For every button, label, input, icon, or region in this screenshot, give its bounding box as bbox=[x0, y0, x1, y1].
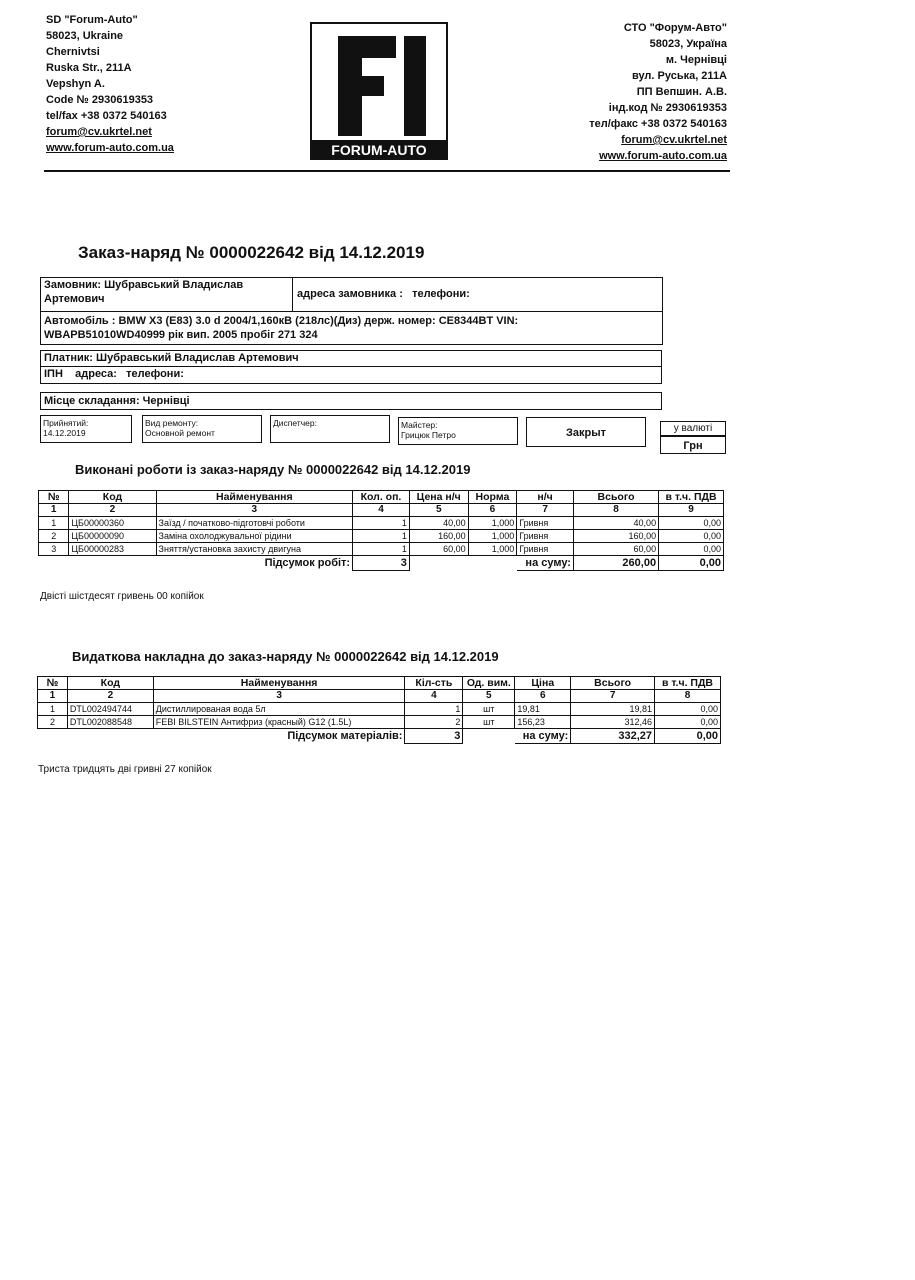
table-row bbox=[38, 716, 721, 729]
cell: Заїзд / початково-підготовчі роботи bbox=[156, 517, 353, 530]
table-row bbox=[38, 703, 721, 716]
accepted-date: 14.12.2019 bbox=[43, 428, 86, 438]
website-link: www.forum-auto.com.ua bbox=[46, 142, 174, 154]
col-number: 7 bbox=[517, 504, 574, 517]
col-number: 4 bbox=[353, 504, 410, 517]
payer-name: Шубравський Владислав Артемович bbox=[96, 352, 299, 364]
cell: 160,00 bbox=[409, 530, 468, 543]
address-line: Ruska Str., 211A bbox=[46, 62, 132, 74]
works-title: Виконані роботи із заказ-наряду № 0000022642 від 14.12.2019 bbox=[75, 462, 471, 477]
works-sum-value: 260,00 bbox=[573, 556, 658, 571]
accepted-box bbox=[40, 415, 132, 443]
cell: Гривня bbox=[517, 543, 574, 556]
place-label: Місце складання: bbox=[44, 395, 140, 407]
cell: ЦБ00000360 bbox=[69, 517, 156, 530]
col-header: Всього bbox=[571, 677, 655, 690]
col-number: 8 bbox=[573, 504, 658, 517]
sender-address-ua bbox=[589, 20, 727, 164]
col-number: 6 bbox=[515, 690, 571, 703]
address-line: інд.код № 2930619353 bbox=[608, 102, 727, 114]
cell: FEBI BILSTEIN Антифриз (красный) G12 (1.5L) bbox=[153, 716, 405, 729]
cell: 0,00 bbox=[659, 530, 724, 543]
payer-address-label: адреса: bbox=[75, 368, 117, 380]
col-number: 5 bbox=[409, 504, 468, 517]
cell: 2 bbox=[38, 716, 68, 729]
cell: 1 bbox=[38, 703, 68, 716]
currency-label: у валюті bbox=[660, 421, 726, 436]
col-number: 2 bbox=[67, 690, 153, 703]
header-divider bbox=[44, 170, 730, 172]
payer-label: Платник: bbox=[44, 352, 93, 364]
cell: 0,00 bbox=[659, 517, 724, 530]
cell: 1 bbox=[353, 543, 410, 556]
customer-box bbox=[40, 277, 663, 312]
cell: 40,00 bbox=[409, 517, 468, 530]
address-line: Vepshyn A. bbox=[46, 78, 105, 90]
address-line: тел/факс +38 0372 540163 bbox=[589, 118, 727, 130]
logo-label: FORUM-AUTO bbox=[310, 140, 448, 160]
cell: ЦБ00000090 bbox=[69, 530, 156, 543]
cell: шт bbox=[463, 703, 515, 716]
vehicle-box bbox=[40, 311, 663, 345]
address-line: 58023, Ukraine bbox=[46, 30, 124, 42]
col-header: н/ч bbox=[517, 491, 574, 504]
master-name: Грицюк Петро bbox=[401, 430, 456, 440]
cell: 2 bbox=[405, 716, 463, 729]
cell: Зняття/установка захисту двигуна bbox=[156, 543, 353, 556]
website-link: www.forum-auto.com.ua bbox=[599, 150, 727, 162]
cell: шт bbox=[463, 716, 515, 729]
col-number: 7 bbox=[571, 690, 655, 703]
address-line: 58023, Україна bbox=[649, 38, 727, 50]
cell: 1,000 bbox=[468, 517, 517, 530]
dispatcher-label: Диспетчер: bbox=[273, 418, 317, 428]
accepted-label: Прийнятий: bbox=[43, 418, 89, 428]
materials-sum-label: на суму: bbox=[515, 729, 571, 744]
customer-phones-label: телефони: bbox=[412, 288, 470, 300]
cell: 1,000 bbox=[468, 530, 517, 543]
works-total-count: 3 bbox=[353, 556, 410, 571]
cell: Заміна охолоджувальної рідини bbox=[156, 530, 353, 543]
page-title: Заказ-наряд № 0000022642 від 14.12.2019 bbox=[78, 243, 425, 262]
works-total-label: Підсумок робіт: bbox=[264, 557, 351, 570]
col-number: 3 bbox=[156, 504, 353, 517]
col-header: Найменування bbox=[156, 491, 353, 504]
cell: 2 bbox=[39, 530, 69, 543]
cell: Дистиллированая вода 5л bbox=[153, 703, 405, 716]
materials-title: Видаткова накладна до заказ-наряду № 0000022642 від 14.12.2019 bbox=[72, 649, 499, 664]
cell: 1 bbox=[39, 517, 69, 530]
col-number: 1 bbox=[38, 690, 68, 703]
works-table bbox=[38, 490, 724, 571]
place-value: Чернівці bbox=[142, 395, 190, 407]
col-header: Кол. оп. bbox=[353, 491, 410, 504]
cell: 0,00 bbox=[659, 543, 724, 556]
works-header-row bbox=[39, 491, 724, 504]
col-header: Од. вим. bbox=[463, 677, 515, 690]
materials-sum-value: 332,27 bbox=[571, 729, 655, 744]
customer-name: Шубравський Владислав Артемович bbox=[44, 279, 244, 305]
materials-table bbox=[37, 676, 721, 744]
cell: 60,00 bbox=[409, 543, 468, 556]
materials-total-label: Підсумок матеріалів: bbox=[287, 730, 403, 743]
works-sum-label: на суму: bbox=[517, 556, 574, 571]
cell: 40,00 bbox=[573, 517, 658, 530]
cell: 1 bbox=[353, 530, 410, 543]
materials-total-count: 3 bbox=[405, 729, 463, 744]
email-link: forum@cv.ukrtel.net bbox=[621, 134, 727, 146]
materials-total-row bbox=[38, 729, 721, 744]
address-line: ПП Вепшин. А.В. bbox=[636, 86, 727, 98]
cell: DTL002088548 bbox=[67, 716, 153, 729]
email-link: forum@cv.ukrtel.net bbox=[46, 126, 152, 138]
payer-box bbox=[40, 350, 662, 367]
sender-address-en bbox=[46, 12, 174, 156]
fi-logo-icon bbox=[312, 24, 446, 142]
cell: Гривня bbox=[517, 517, 574, 530]
master-box bbox=[398, 417, 518, 445]
col-header: Код bbox=[67, 677, 153, 690]
repair-type-label: Вид ремонту: bbox=[145, 418, 199, 428]
materials-colnum-row bbox=[38, 690, 721, 703]
cell: 3 bbox=[39, 543, 69, 556]
cell: 312,46 bbox=[571, 716, 655, 729]
cell: 0,00 bbox=[655, 703, 721, 716]
table-row bbox=[39, 517, 724, 530]
cell: 19,81 bbox=[571, 703, 655, 716]
repair-type-box bbox=[142, 415, 262, 443]
col-header: Код bbox=[69, 491, 156, 504]
ipn-box bbox=[40, 366, 662, 384]
col-header: Всього bbox=[573, 491, 658, 504]
customer-name-cell bbox=[41, 277, 293, 312]
address-line: Code № 2930619353 bbox=[46, 94, 154, 106]
col-header: Ціна bbox=[515, 677, 571, 690]
address-line: SD "Forum-Auto" bbox=[46, 14, 138, 26]
customer-label: Замовник: bbox=[44, 279, 102, 291]
cell: 1 bbox=[353, 517, 410, 530]
materials-header-row bbox=[38, 677, 721, 690]
cell: ЦБ00000283 bbox=[69, 543, 156, 556]
col-header: в т.ч. ПДВ bbox=[655, 677, 721, 690]
col-number: 1 bbox=[39, 504, 69, 517]
col-header: Цена н/ч bbox=[409, 491, 468, 504]
col-header: № bbox=[38, 677, 68, 690]
cell: DTL002494744 bbox=[67, 703, 153, 716]
col-header: Кіл-сть bbox=[405, 677, 463, 690]
table-row bbox=[39, 543, 724, 556]
ipn-label: ІПН bbox=[44, 368, 63, 380]
cell: 19,81 bbox=[515, 703, 571, 716]
col-number: 2 bbox=[69, 504, 156, 517]
col-header: Найменування bbox=[153, 677, 405, 690]
master-label: Майстер: bbox=[401, 420, 438, 430]
works-total-row bbox=[39, 556, 724, 571]
col-header: в т.ч. ПДВ bbox=[659, 491, 724, 504]
address-line: СТО "Форум-Авто" bbox=[623, 22, 727, 34]
col-header: № bbox=[39, 491, 69, 504]
payer-phones-label: телефони: bbox=[126, 368, 184, 380]
cell: 1,000 bbox=[468, 543, 517, 556]
col-number: 8 bbox=[655, 690, 721, 703]
place-box bbox=[40, 392, 662, 410]
currency-value: Грн bbox=[660, 436, 726, 454]
repair-type-value: Основной ремонт bbox=[145, 428, 215, 438]
materials-sum-in-words: Триста тридцять дві гривні 27 копійок bbox=[38, 764, 212, 775]
vehicle-vin: WBAPB51010WD40999 рік вип. 2005 пробіг 271 324 bbox=[44, 329, 318, 341]
address-line: tel/fax +38 0372 540163 bbox=[46, 110, 167, 122]
cell: 60,00 bbox=[573, 543, 658, 556]
cell: 0,00 bbox=[655, 716, 721, 729]
address-line: Chernivtsi bbox=[46, 46, 100, 58]
works-sum-in-words: Двісті шістдесят гривень 00 копійок bbox=[40, 591, 204, 602]
col-header: Норма bbox=[468, 491, 517, 504]
vehicle-info: Автомобіль : BMW X3 (E83) 3.0 d 2004/1,160кВ (218лс)(Диз) держ. номер: CE8344BT VIN: bbox=[44, 315, 519, 327]
status-badge: Закрыт bbox=[526, 417, 646, 447]
cell: 160,00 bbox=[573, 530, 658, 543]
col-number: 4 bbox=[405, 690, 463, 703]
cell: 1 bbox=[405, 703, 463, 716]
materials-vat-value: 0,00 bbox=[655, 729, 721, 744]
cell: 156,23 bbox=[515, 716, 571, 729]
col-number: 9 bbox=[659, 504, 724, 517]
cell: Гривня bbox=[517, 530, 574, 543]
dispatcher-box bbox=[270, 415, 390, 443]
address-line: м. Чернівці bbox=[665, 54, 727, 66]
address-line: вул. Руська, 211А bbox=[631, 70, 727, 82]
works-colnum-row bbox=[39, 504, 724, 517]
col-number: 6 bbox=[468, 504, 517, 517]
col-number: 3 bbox=[153, 690, 405, 703]
table-row bbox=[39, 530, 724, 543]
works-vat-value: 0,00 bbox=[659, 556, 724, 571]
customer-address-label: адреса замовника : bbox=[297, 288, 403, 300]
col-number: 5 bbox=[463, 690, 515, 703]
